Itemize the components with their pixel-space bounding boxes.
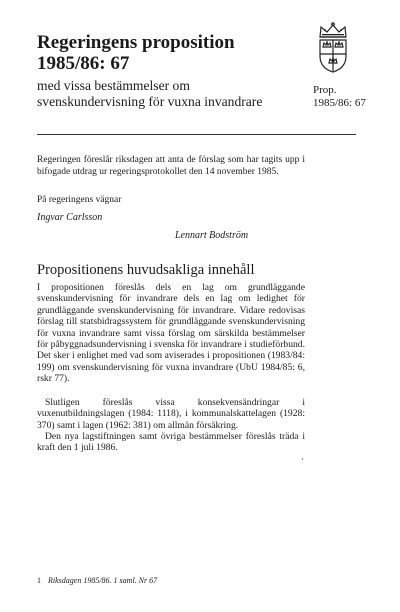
document-title [37,32,235,74]
swedish-crown-emblem-icon [313,22,353,74]
signatory-minister: Lennart Bodström [175,230,249,241]
summary-paragraph-1: I propositionen föreslås dels en lag om grundläggande svenskundervisning för invandrare dels en lag om ledighet för grundläggande svenskundervisning för invandrare. Vidare redovisas förslag till statsbidragssystem för grundläggande svenskundervisning för vuxna invandrare samt vissa förslag om särskilda bestämmelser för påbyggnadsundervisning i svenska för invandrare i studieförbund. Det sker i enlighet med vad som aviserades i propositionen (1983/84: 199) om svenskundervisning för vuxna invandrare (UbU 1984/85: 6, rskr 77). [37,282,305,385]
proposition-number: 1985/86: 67 [313,97,366,109]
subtitle-line-1: med vissa bestämmelser om [37,78,190,93]
signatory-prime-minister: Ingvar Carlsson [37,212,103,223]
title-line-2: 1985/86: 67 [37,53,130,74]
intro-text: Regeringen föreslår riksdagen att anta de förslag som har tagits upp i bifogade utdrag ur regeringsprotokollet den 14 november 1985. [37,155,305,177]
page-speck [302,458,303,460]
title-line-1: Regeringens proposition [37,32,235,53]
footer-text: Riksdagen 1985/86. 1 saml. Nr 67 [48,576,158,585]
summary-paragraph-2: Slutligen föreslås vissa konsekvensändringar i vuxenutbildningslagen (1984: 1118), i kommunalskattelagen (1928: 370) samt i lagen (1962: 381) om allmän försäkring. [37,397,305,431]
header-divider [37,134,356,135]
on-behalf-text: På regeringens vägnar [37,195,122,205]
subtitle-line-2: svenskundervisning för vuxna invandrare [37,94,263,109]
document-subtitle [37,78,262,110]
proposition-label: Prop. [313,84,337,96]
summary-paragraph-3: Den nya lagstiftningen samt övriga bestämmelser föreslås träda i kraft den 1 juli 1986. [37,431,305,454]
summary-heading: Propositionens huvudsakliga innehåll [37,262,255,278]
page-number: 1 [37,576,41,585]
page-footer [37,576,157,585]
